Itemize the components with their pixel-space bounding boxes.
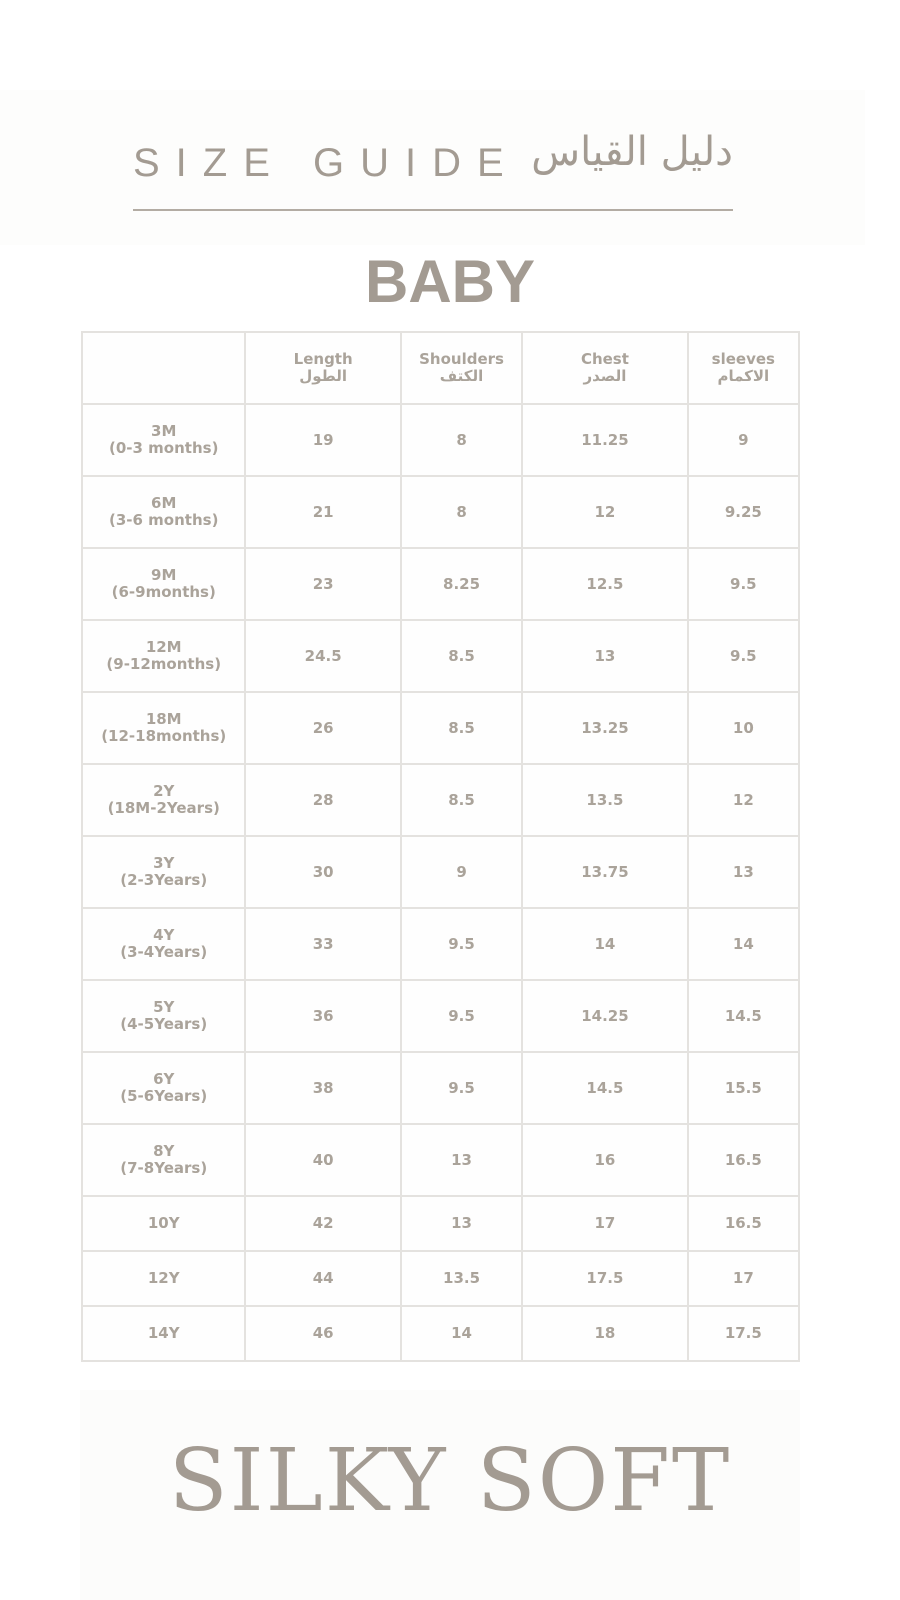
sleeves-cell: 17 xyxy=(688,1251,799,1306)
length-cell: 19 xyxy=(245,404,400,476)
table-row xyxy=(82,548,799,620)
sleeves-cell: 17.5 xyxy=(688,1306,799,1361)
chest-cell: 13.25 xyxy=(522,692,687,764)
chest-cell: 13.75 xyxy=(522,836,687,908)
shoulders-cell: 8.5 xyxy=(401,764,522,836)
brand-logo: SILKY SOFT xyxy=(168,1431,732,1531)
size-label: 4Y xyxy=(153,926,175,944)
header-shoulders xyxy=(401,332,522,404)
header-chest-ar: الصدر xyxy=(583,367,627,385)
shoulders-cell: 8 xyxy=(401,404,522,476)
shoulders-cell: 8.5 xyxy=(401,692,522,764)
chest-cell: 14 xyxy=(522,908,687,980)
size-guide-title: SIZE GUIDE xyxy=(133,141,520,185)
chest-cell: 14.25 xyxy=(522,980,687,1052)
size-cell xyxy=(82,404,245,476)
size-cell xyxy=(82,692,245,764)
sleeves-cell: 15.5 xyxy=(688,1052,799,1124)
size-label: 6M xyxy=(151,494,177,512)
age-range-label: (5-6Years) xyxy=(120,1087,208,1105)
shoulders-cell: 8.5 xyxy=(401,620,522,692)
age-range-label: (2-3Years) xyxy=(120,871,208,889)
sleeves-cell: 16.5 xyxy=(688,1124,799,1196)
size-label: 6Y xyxy=(153,1070,175,1088)
age-range-label: (4-5Years) xyxy=(120,1015,208,1033)
chest-cell: 17 xyxy=(522,1196,687,1251)
table-row xyxy=(82,1251,799,1306)
header-length-en: Length xyxy=(293,350,353,368)
age-range-label: (12-18months) xyxy=(101,727,227,745)
header-sleeves xyxy=(688,332,799,404)
table-row xyxy=(82,620,799,692)
chest-cell: 14.5 xyxy=(522,1052,687,1124)
length-cell: 38 xyxy=(245,1052,400,1124)
sleeves-cell: 13 xyxy=(688,836,799,908)
size-label: 12M xyxy=(145,638,182,656)
chest-cell: 13.5 xyxy=(522,764,687,836)
table-row xyxy=(82,836,799,908)
size-label: 2Y xyxy=(153,782,175,800)
size-cell xyxy=(82,620,245,692)
age-range-label: (6-9months) xyxy=(111,583,216,601)
header-length xyxy=(245,332,400,404)
size-label: 5Y xyxy=(153,998,175,1016)
table-row xyxy=(82,1052,799,1124)
header-sleeves-en: sleeves xyxy=(711,350,775,368)
header-chest xyxy=(522,332,687,404)
size-label: 10Y xyxy=(147,1214,180,1232)
chest-cell: 11.25 xyxy=(522,404,687,476)
table-row xyxy=(82,1124,799,1196)
size-cell xyxy=(82,548,245,620)
length-cell: 24.5 xyxy=(245,620,400,692)
chest-cell: 12 xyxy=(522,476,687,548)
size-cell xyxy=(82,764,245,836)
header-shoulders-ar: الكتف xyxy=(439,367,484,385)
shoulders-cell: 14 xyxy=(401,1306,522,1361)
table-row xyxy=(82,404,799,476)
length-cell: 44 xyxy=(245,1251,400,1306)
size-cell xyxy=(82,836,245,908)
age-range-label: (18M-2Years) xyxy=(107,799,220,817)
header-length-ar: الطول xyxy=(299,367,348,385)
header-sleeves-ar: الاكمام xyxy=(717,367,770,385)
sleeves-cell: 9 xyxy=(688,404,799,476)
age-range-label: (7-8Years) xyxy=(120,1159,208,1177)
sleeves-cell: 16.5 xyxy=(688,1196,799,1251)
size-label: 8Y xyxy=(153,1142,175,1160)
size-cell xyxy=(82,1306,245,1361)
table-row xyxy=(82,764,799,836)
chest-cell: 18 xyxy=(522,1306,687,1361)
table-row xyxy=(82,476,799,548)
length-cell: 33 xyxy=(245,908,400,980)
size-label: 9M xyxy=(151,566,177,584)
size-cell xyxy=(82,980,245,1052)
size-table xyxy=(81,331,800,1362)
length-cell: 21 xyxy=(245,476,400,548)
shoulders-cell: 9.5 xyxy=(401,980,522,1052)
sleeves-cell: 9.5 xyxy=(688,620,799,692)
size-guide-title-arabic: دليل القياس xyxy=(531,129,733,175)
chest-cell: 13 xyxy=(522,620,687,692)
size-cell xyxy=(82,1052,245,1124)
sleeves-cell: 9.5 xyxy=(688,548,799,620)
age-range-label: (0-3 months) xyxy=(109,439,219,457)
size-label: 3Y xyxy=(153,854,175,872)
table-row xyxy=(82,692,799,764)
table-row xyxy=(82,980,799,1052)
age-range-label: (3-6 months) xyxy=(109,511,219,529)
size-cell xyxy=(82,908,245,980)
age-range-label: (3-4Years) xyxy=(120,943,208,961)
shoulders-cell: 8 xyxy=(401,476,522,548)
header-size xyxy=(82,332,245,404)
header-chest-en: Chest xyxy=(580,350,629,368)
length-cell: 36 xyxy=(245,980,400,1052)
sleeves-cell: 14 xyxy=(688,908,799,980)
sleeves-cell: 10 xyxy=(688,692,799,764)
length-cell: 46 xyxy=(245,1306,400,1361)
size-table-body xyxy=(82,404,799,1361)
shoulders-cell: 8.25 xyxy=(401,548,522,620)
category-heading: BABY xyxy=(364,248,535,315)
shoulders-cell: 9.5 xyxy=(401,908,522,980)
length-cell: 26 xyxy=(245,692,400,764)
size-label: 18M xyxy=(145,710,182,728)
shoulders-cell: 13 xyxy=(401,1124,522,1196)
size-cell xyxy=(82,1124,245,1196)
sleeves-cell: 12 xyxy=(688,764,799,836)
size-cell xyxy=(82,476,245,548)
size-label: 3M xyxy=(151,422,177,440)
table-header-row xyxy=(82,332,799,404)
chest-cell: 12.5 xyxy=(522,548,687,620)
length-cell: 28 xyxy=(245,764,400,836)
table-row xyxy=(82,908,799,980)
length-cell: 40 xyxy=(245,1124,400,1196)
length-cell: 23 xyxy=(245,548,400,620)
age-range-label: (9-12months) xyxy=(106,655,222,673)
title-divider xyxy=(133,209,733,211)
size-label: 14Y xyxy=(147,1324,180,1342)
length-cell: 30 xyxy=(245,836,400,908)
shoulders-cell: 13 xyxy=(401,1196,522,1251)
table-row xyxy=(82,1306,799,1361)
sleeves-cell: 14.5 xyxy=(688,980,799,1052)
size-cell xyxy=(82,1196,245,1251)
shoulders-cell: 13.5 xyxy=(401,1251,522,1306)
sleeves-cell: 9.25 xyxy=(688,476,799,548)
shoulders-cell: 9 xyxy=(401,836,522,908)
size-label: 12Y xyxy=(147,1269,180,1287)
header-shoulders-en: Shoulders xyxy=(419,350,504,368)
size-cell xyxy=(82,1251,245,1306)
length-cell: 42 xyxy=(245,1196,400,1251)
shoulders-cell: 9.5 xyxy=(401,1052,522,1124)
chest-cell: 17.5 xyxy=(522,1251,687,1306)
table-row xyxy=(82,1196,799,1251)
chest-cell: 16 xyxy=(522,1124,687,1196)
size-table-container xyxy=(81,331,800,1362)
